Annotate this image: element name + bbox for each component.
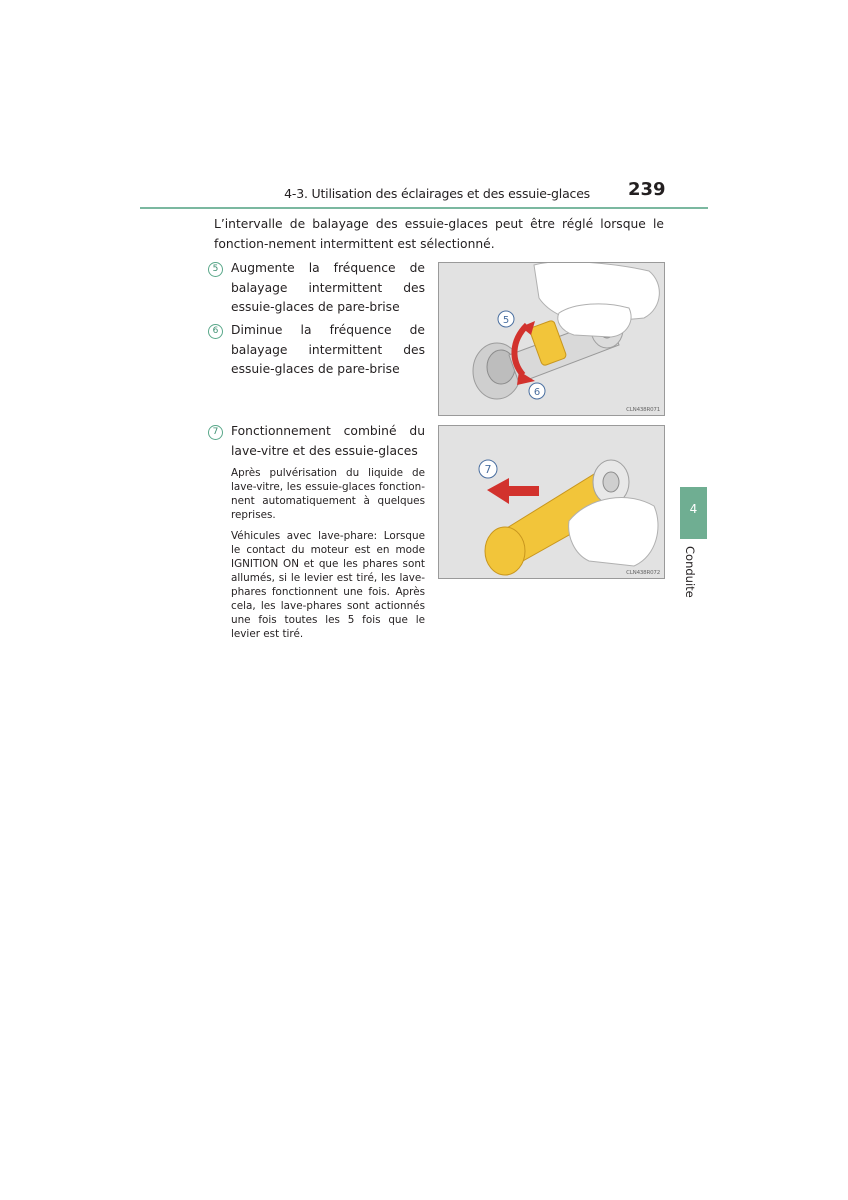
item-text: Diminue la fréquence de balayage intermittent des essuie-glaces de pare-brise bbox=[231, 323, 425, 376]
intro-paragraph: L’intervalle de balayage des essuie-glaces peut être réglé lorsque le fonction-nement intermittent est sélectionné. bbox=[214, 217, 664, 251]
item-number-badge: 7 bbox=[208, 425, 223, 440]
item-number-badge: 5 bbox=[208, 262, 223, 277]
item-number-badge: 6 bbox=[208, 324, 223, 339]
figure-wiper-frequency bbox=[438, 262, 665, 416]
callout-6-label: 6 bbox=[533, 387, 541, 398]
figure-code: CLN438R072 bbox=[626, 570, 660, 576]
list-item bbox=[208, 259, 425, 318]
note-paragraph: Véhicules avec lave-phare: Lorsque le contact du moteur est en mode IGNITION ON et que les phares sont allumés, si le levier est tiré, les lave-phares fonctionnent une fois. Après cela, les lave-phares sont actionnés une fois toutes les 5 fois que le levier est tiré. bbox=[231, 530, 425, 640]
chapter-label: Conduite bbox=[683, 546, 697, 598]
lever-pull-illustration bbox=[439, 426, 664, 578]
item-text: Fonctionnement combiné du lave-vitre et des essuie-glaces bbox=[231, 424, 425, 458]
figure-washer-combined bbox=[438, 425, 665, 579]
item-text: Augmente la fréquence de balayage intermittent des essuie-glaces de pare-brise bbox=[231, 261, 425, 314]
list-item bbox=[208, 321, 425, 380]
callout-7-label: 7 bbox=[484, 463, 492, 476]
header-rule bbox=[140, 207, 708, 209]
list-item bbox=[208, 422, 425, 461]
chapter-tab[interactable]: 4 bbox=[680, 487, 707, 539]
note-paragraph: Après pulvérisation du liquide de lave-vitre, les essuie-glaces fonction-nent automatiquement à quelques reprises. bbox=[231, 467, 425, 521]
callout-5-label: 5 bbox=[502, 315, 510, 326]
page-number: 239 bbox=[628, 179, 666, 200]
lever-rotation-illustration bbox=[439, 263, 664, 415]
figure-code: CLN438R071 bbox=[626, 407, 660, 413]
section-title: 4-3. Utilisation des éclairages et des essuie-glaces bbox=[284, 186, 590, 201]
